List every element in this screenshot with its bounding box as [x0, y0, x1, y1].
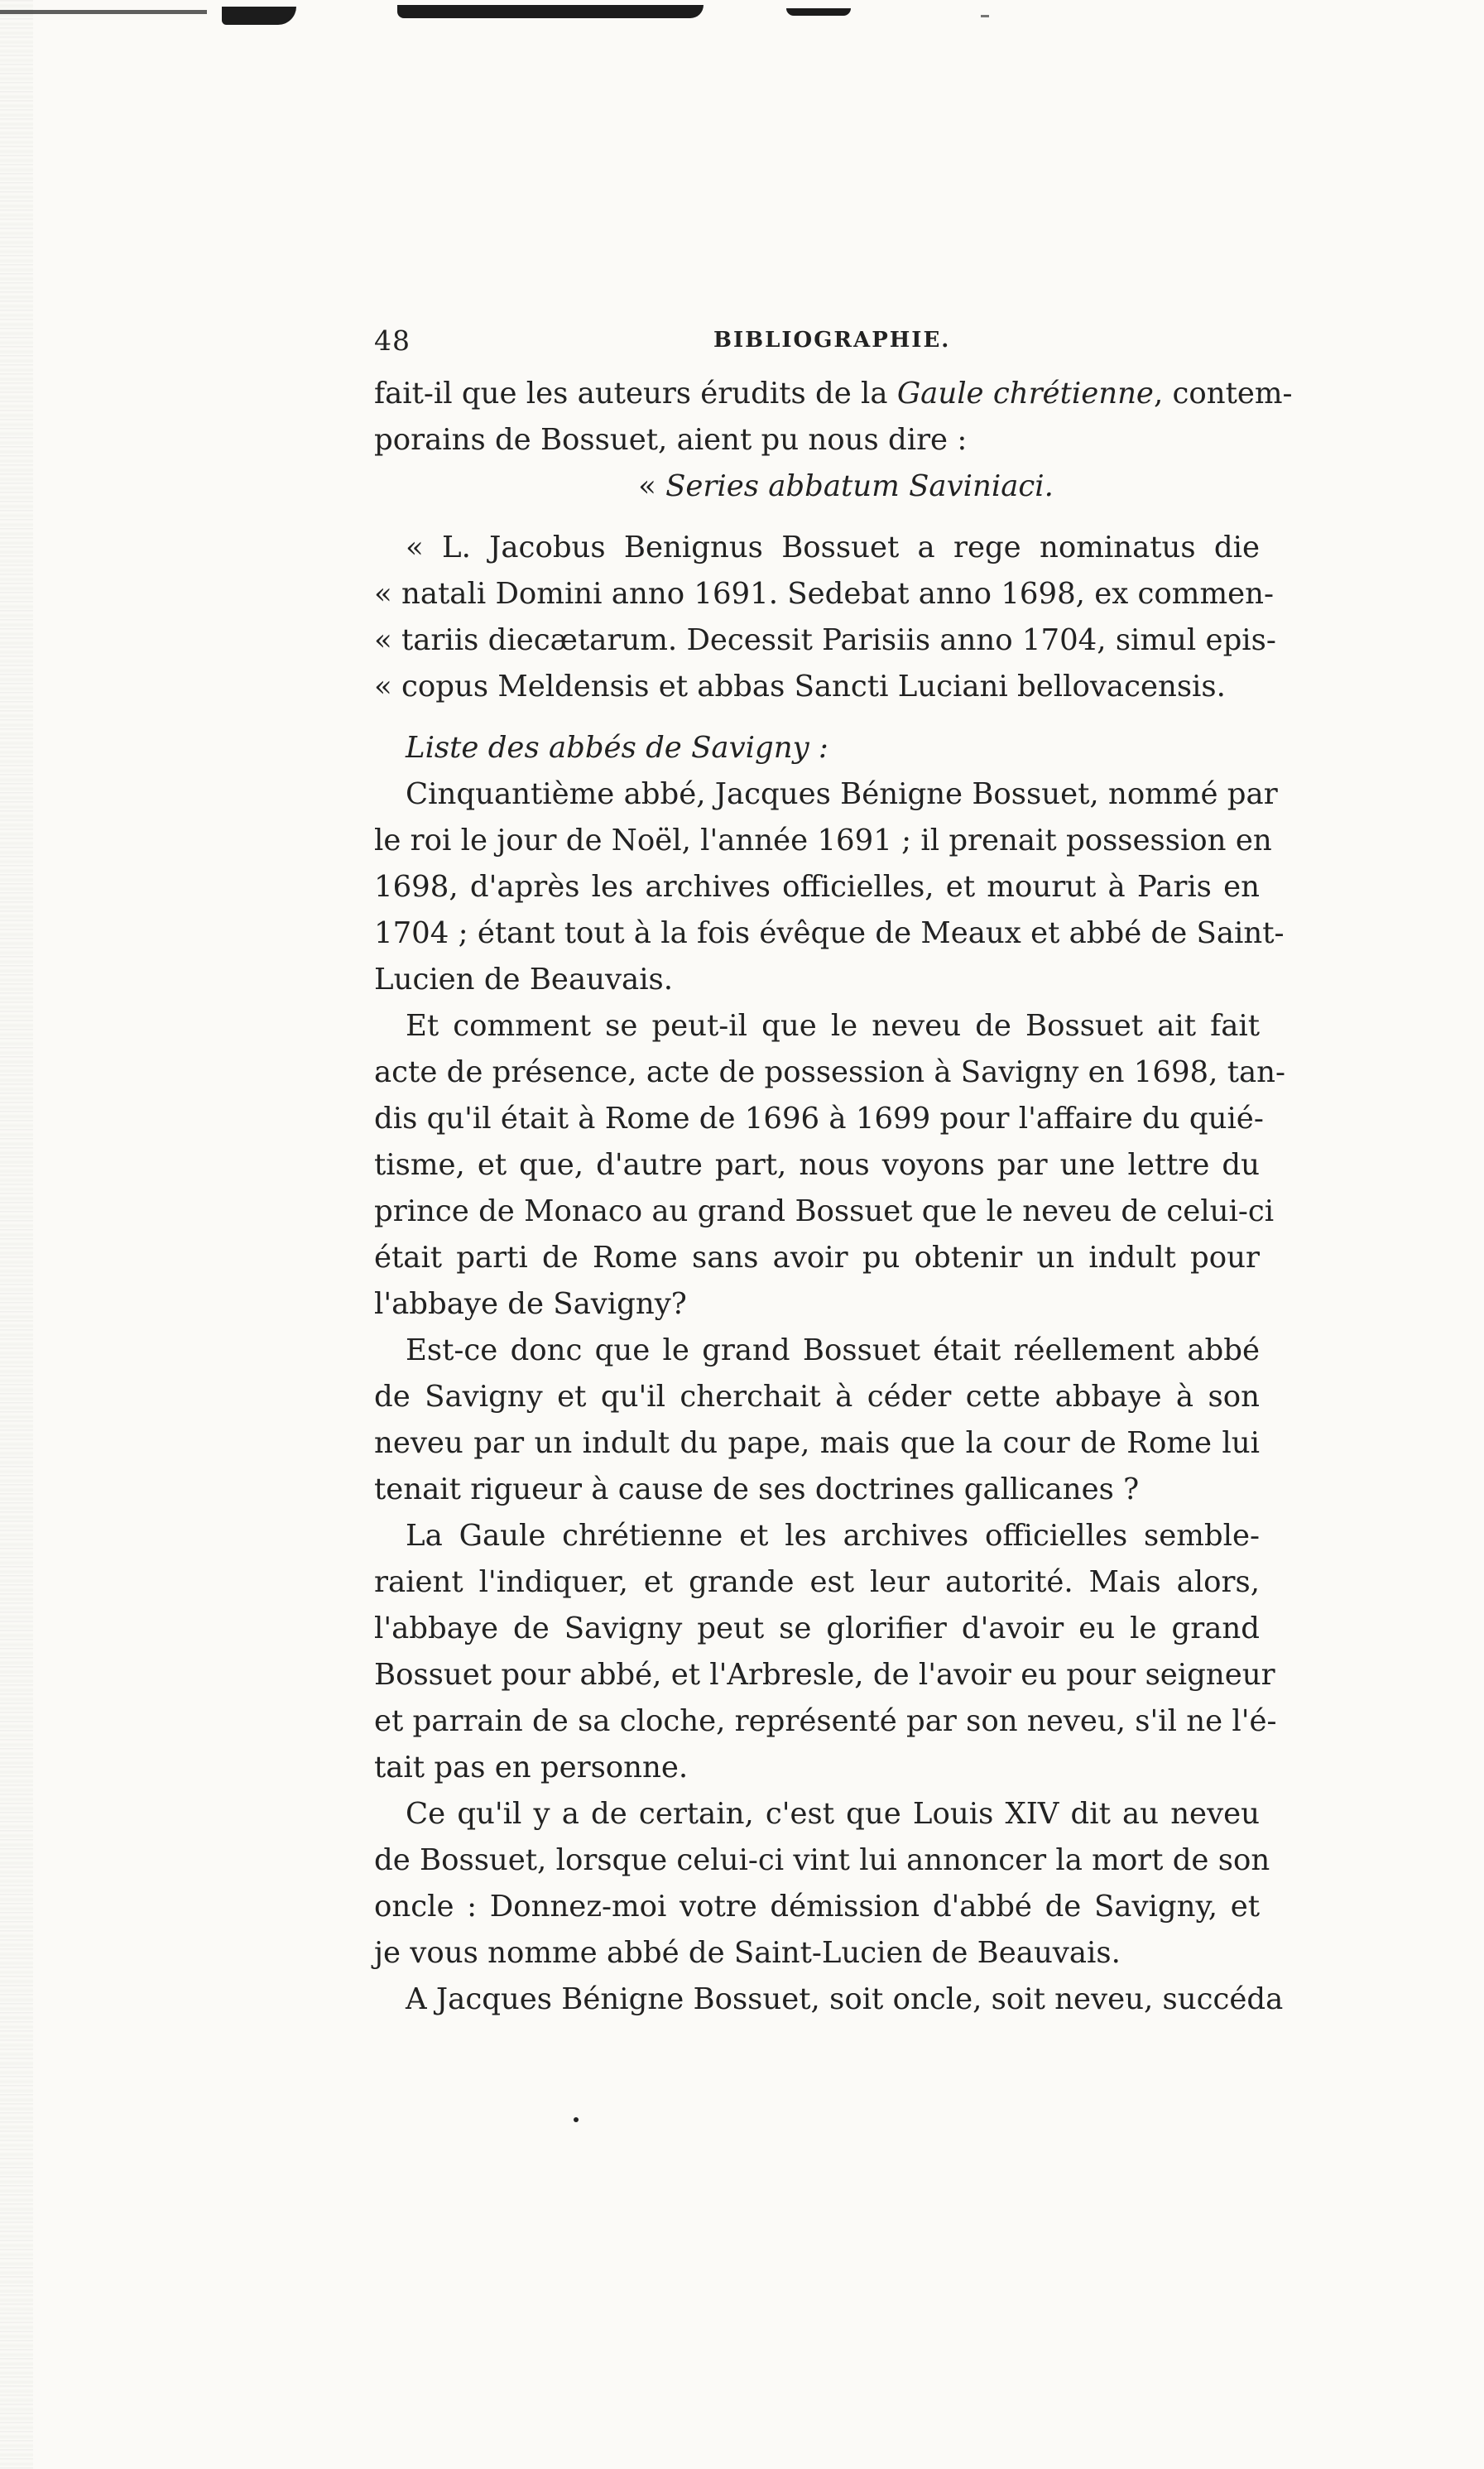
text-line: Cinquantième abbé, Jacques Bénigne Bossuet, nommé par [406, 777, 1278, 811]
text-line: l'abbaye de Savigny? [374, 1287, 687, 1321]
text-line: Et comment se peut-il que le neveu de Bossuet ait fait [406, 1009, 1260, 1043]
quote-line: « tariis diecætarum. Decessit Parisiis anno 1704, simul epis- [374, 623, 1276, 657]
text-line: de Savigny et qu'il cherchait à céder cette abbaye à son [374, 1380, 1260, 1414]
text-line: dis qu'il était à Rome de 1696 à 1699 pour l'affaire du quié- [374, 1102, 1264, 1136]
text-line: je vous nomme abbé de Saint-Lucien de Beauvais. [374, 1936, 1121, 1970]
quote-line: « L. Jacobus Benignus Bossuet a rege nominatus die [406, 531, 1260, 564]
text-line: porains de Bossuet, aient pu nous dire : [374, 423, 968, 457]
text-line: prince de Monaco au grand Bossuet que le neveu de celui-ci [374, 1194, 1275, 1228]
text-line: La Gaule chrétienne et les archives officielles semble- [406, 1519, 1260, 1553]
body-text [374, 371, 1293, 2023]
scan-mark-5 [981, 15, 989, 17]
text-line: Ce qu'il y a de certain, c'est que Louis XIV dit au neveu [406, 1797, 1260, 1831]
text-line: A Jacques Bénigne Bossuet, soit oncle, soit neveu, succéda [406, 1982, 1284, 2016]
text-line: était parti de Rome sans avoir pu obtenir un indult pour [374, 1241, 1260, 1275]
ink-dot [574, 2117, 579, 2122]
text-line: Lucien de Beauvais. [374, 963, 674, 997]
scan-mark-1 [0, 10, 207, 14]
scan-mark-3 [397, 5, 704, 18]
running-title: BIBLIOGRAPHIE. [713, 328, 951, 353]
text-line: tenait rigueur à cause de ses doctrines gallicanes ? [374, 1472, 1140, 1506]
quote-line: « natali Domini anno 1691. Sedebat anno 1698, ex commen- [374, 577, 1274, 611]
text-line: raient l'indiquer, et grande est leur autorité. Mais alors, [374, 1565, 1260, 1599]
text-line: l'abbaye de Savigny peut se glorifier d'avoir eu le grand [374, 1612, 1260, 1645]
page-header [374, 324, 1260, 366]
text-line: le roi le jour de Noël, l'année 1691 ; il prenait possession en [374, 824, 1272, 857]
text-line: Bossuet pour abbé, et l'Arbresle, de l'avoir eu pour seigneur [374, 1658, 1275, 1692]
text-line: tait pas en personne. [374, 1751, 689, 1785]
text-line: Est-ce donc que le grand Bossuet était réellement abbé [406, 1333, 1260, 1367]
scan-mark-2 [222, 7, 296, 25]
page-number: 48 [374, 324, 411, 357]
text-line: 1698, d'après les archives officielles, et mourut à Paris en [374, 870, 1260, 904]
scan-mark-4 [786, 8, 851, 16]
text-line: tisme, et que, d'autre part, nous voyons par une lettre du [374, 1148, 1260, 1182]
quote-line: « copus Meldensis et abbas Sancti Luciani bellovacensis. [374, 670, 1226, 704]
text-line: et parrain de sa cloche, représenté par son neveu, s'il ne l'é- [374, 1704, 1277, 1738]
text-line: acte de présence, acte de possession à Savigny en 1698, tan- [374, 1055, 1285, 1089]
list-heading: Liste des abbés de Savigny : [406, 731, 828, 765]
text-line: de Bossuet, lorsque celui-ci vint lui annoncer la mort de son [374, 1843, 1270, 1877]
scan-edge-speckle [0, 0, 33, 2469]
quote-heading: « Series abbatum Saviniaci. [638, 469, 1054, 503]
text-line: neveu par un indult du pape, mais que la cour de Rome lui [374, 1426, 1260, 1460]
text-line: oncle : Donnez-moi votre démission d'abbé de Savigny, et [374, 1890, 1260, 1924]
text-line: fait-il que les auteurs érudits de la Gaule chrétienne, contem- [374, 377, 1293, 411]
text-line: 1704 ; étant tout à la fois évêque de Meaux et abbé de Saint- [374, 916, 1285, 950]
